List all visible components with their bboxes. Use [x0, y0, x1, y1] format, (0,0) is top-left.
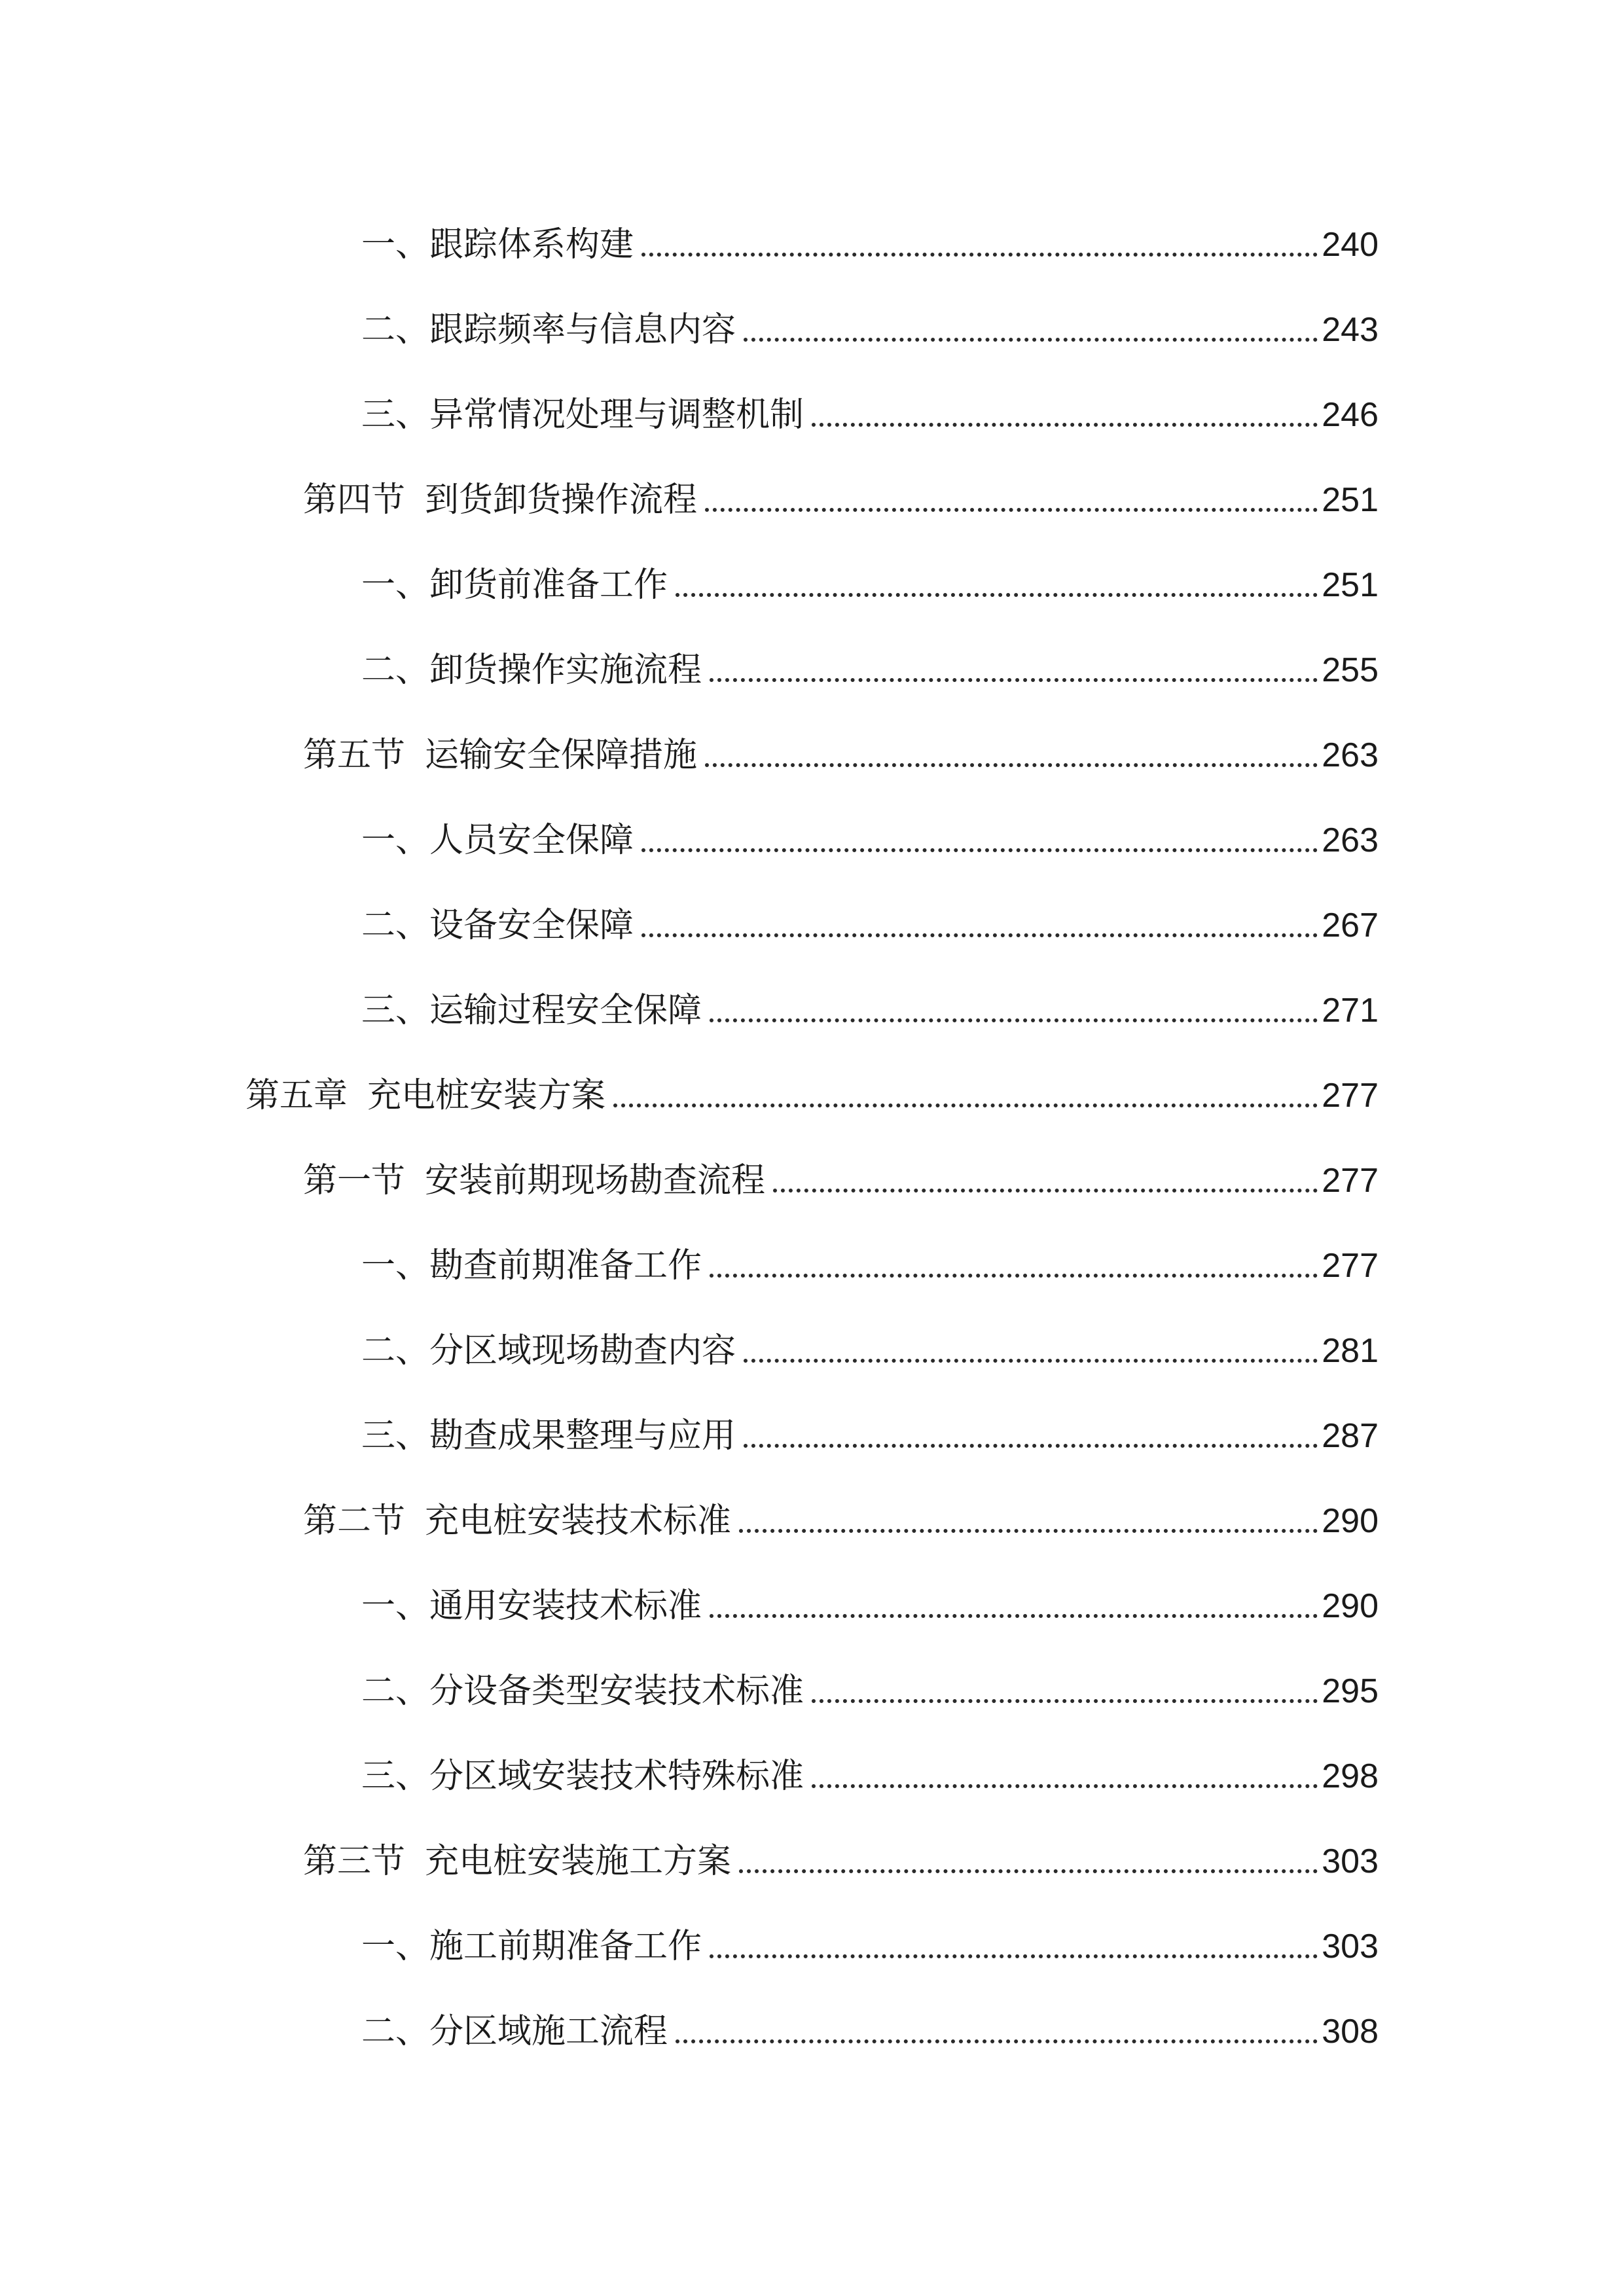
toc-page-number: 251	[1322, 566, 1379, 604]
toc-page-number: 263	[1322, 821, 1379, 859]
toc-page-number: 263	[1322, 736, 1379, 774]
toc-dot-leader	[710, 1954, 1318, 1958]
toc-page-number: 303	[1322, 1928, 1379, 1965]
toc-entry[interactable]	[303, 1826, 1379, 1881]
toc-dot-leader	[710, 678, 1318, 682]
toc-entry[interactable]	[361, 295, 1379, 350]
toc-entry[interactable]	[361, 550, 1379, 605]
toc-dot-leader	[812, 1699, 1318, 1703]
toc-page-number: 243	[1322, 311, 1379, 349]
toc-page-number: 246	[1322, 396, 1379, 434]
toc-entry[interactable]	[361, 380, 1379, 435]
toc-entry-title: 一、通用安装技术标准	[361, 1587, 702, 1626]
toc-page-number: 295	[1322, 1672, 1379, 1710]
toc-dot-leader	[705, 763, 1318, 767]
toc-page-number: 287	[1322, 1417, 1379, 1455]
toc-dot-leader	[710, 1274, 1318, 1278]
toc-dot-leader	[613, 1103, 1318, 1107]
toc-page-number: 281	[1322, 1332, 1379, 1370]
toc-entry-title: 一、施工前期准备工作	[361, 1927, 702, 1966]
toc-entry-title: 一、勘查前期准备工作	[361, 1246, 702, 1285]
toc-entry[interactable]	[361, 890, 1379, 945]
toc-entry-title: 二、分设备类型安装技术标准	[361, 1672, 804, 1711]
toc-entry-title: 二、设备安全保障	[361, 906, 634, 945]
toc-entry-title: 第一节 安装前期现场勘查流程	[303, 1161, 766, 1200]
toc-page-number: 271	[1322, 992, 1379, 1030]
toc-entry[interactable]	[303, 720, 1379, 775]
toc-entry[interactable]	[303, 1145, 1379, 1198]
toc-entry-title: 一、跟踪体系构建	[361, 225, 634, 264]
toc-dot-leader	[676, 593, 1318, 597]
toc-entry-title: 三、运输过程安全保障	[361, 991, 702, 1030]
toc-page-number: 267	[1322, 906, 1379, 944]
toc-page-number: 298	[1322, 1757, 1379, 1795]
toc-page-number: 277	[1322, 1077, 1379, 1115]
toc-page-number: 251	[1322, 481, 1379, 519]
toc-dot-leader	[744, 1359, 1318, 1363]
toc-dot-leader	[812, 1784, 1318, 1788]
toc-page-number: 290	[1322, 1502, 1379, 1540]
toc-page-number: 303	[1322, 1842, 1379, 1880]
toc-entry-title: 一、卸货前准备工作	[361, 565, 668, 605]
toc-entry[interactable]	[361, 1316, 1379, 1371]
toc-entry[interactable]	[361, 805, 1379, 860]
toc-entry[interactable]	[361, 1656, 1379, 1711]
toc-entry-title: 第五节 运输安全保障措施	[303, 736, 698, 775]
toc-entry[interactable]	[303, 1486, 1379, 1541]
toc-entry-title: 三、分区域安装技术特殊标准	[361, 1757, 804, 1796]
toc-dot-leader	[641, 848, 1318, 852]
toc-entry-title: 三、勘查成果整理与应用	[361, 1416, 736, 1456]
toc-entry[interactable]	[361, 975, 1379, 1028]
toc-entry-title: 第三节 充电桩安装施工方案	[303, 1842, 732, 1881]
toc-dot-leader	[676, 2039, 1318, 2043]
toc-page-number: 308	[1322, 2013, 1379, 2051]
toc-chapter-entry[interactable]	[245, 1060, 1379, 1113]
toc-page-number: 277	[1322, 1247, 1379, 1285]
toc-entry-title: 二、分区域现场勘查内容	[361, 1331, 736, 1371]
toc-page-number: 290	[1322, 1587, 1379, 1625]
toc-page-number: 255	[1322, 651, 1379, 689]
toc-entry[interactable]	[361, 1401, 1379, 1456]
toc-entry-title: 第四节 到货卸货操作流程	[303, 480, 698, 520]
toc-dot-leader	[710, 1614, 1318, 1618]
toc-dot-leader	[641, 933, 1318, 937]
toc-dot-leader	[710, 1018, 1318, 1022]
toc-entry[interactable]	[361, 1571, 1379, 1626]
toc-entry-title: 第五章 充电桩安装方案	[245, 1076, 606, 1115]
toc-dot-leader	[739, 1529, 1318, 1533]
toc-dot-leader	[744, 338, 1318, 342]
toc-page-number: 240	[1322, 226, 1379, 264]
toc-dot-leader	[739, 1869, 1318, 1873]
toc-entry[interactable]	[361, 209, 1379, 262]
toc-dot-leader	[705, 508, 1318, 512]
toc-entry-title: 第二节 充电桩安装技术标准	[303, 1501, 732, 1541]
toc-entry-title: 二、跟踪频率与信息内容	[361, 310, 736, 350]
toc-dot-leader	[641, 253, 1318, 257]
toc-dot-leader	[812, 423, 1318, 427]
toc-entry[interactable]	[361, 1996, 1379, 2049]
toc-entry-title: 二、卸货操作实施流程	[361, 651, 702, 690]
toc-entry[interactable]	[361, 635, 1379, 690]
toc-dot-leader	[744, 1444, 1318, 1448]
toc-entry[interactable]	[361, 1741, 1379, 1796]
toc-entry-title: 三、异常情况处理与调整机制	[361, 395, 804, 435]
toc-entry[interactable]	[361, 1911, 1379, 1964]
toc-entry[interactable]	[303, 465, 1379, 520]
toc-entry[interactable]	[361, 1230, 1379, 1283]
toc-dot-leader	[773, 1189, 1318, 1193]
toc-page-number: 277	[1322, 1162, 1379, 1200]
toc-entry-title: 二、分区域施工流程	[361, 2012, 668, 2051]
toc-entry-title: 一、人员安全保障	[361, 821, 634, 860]
